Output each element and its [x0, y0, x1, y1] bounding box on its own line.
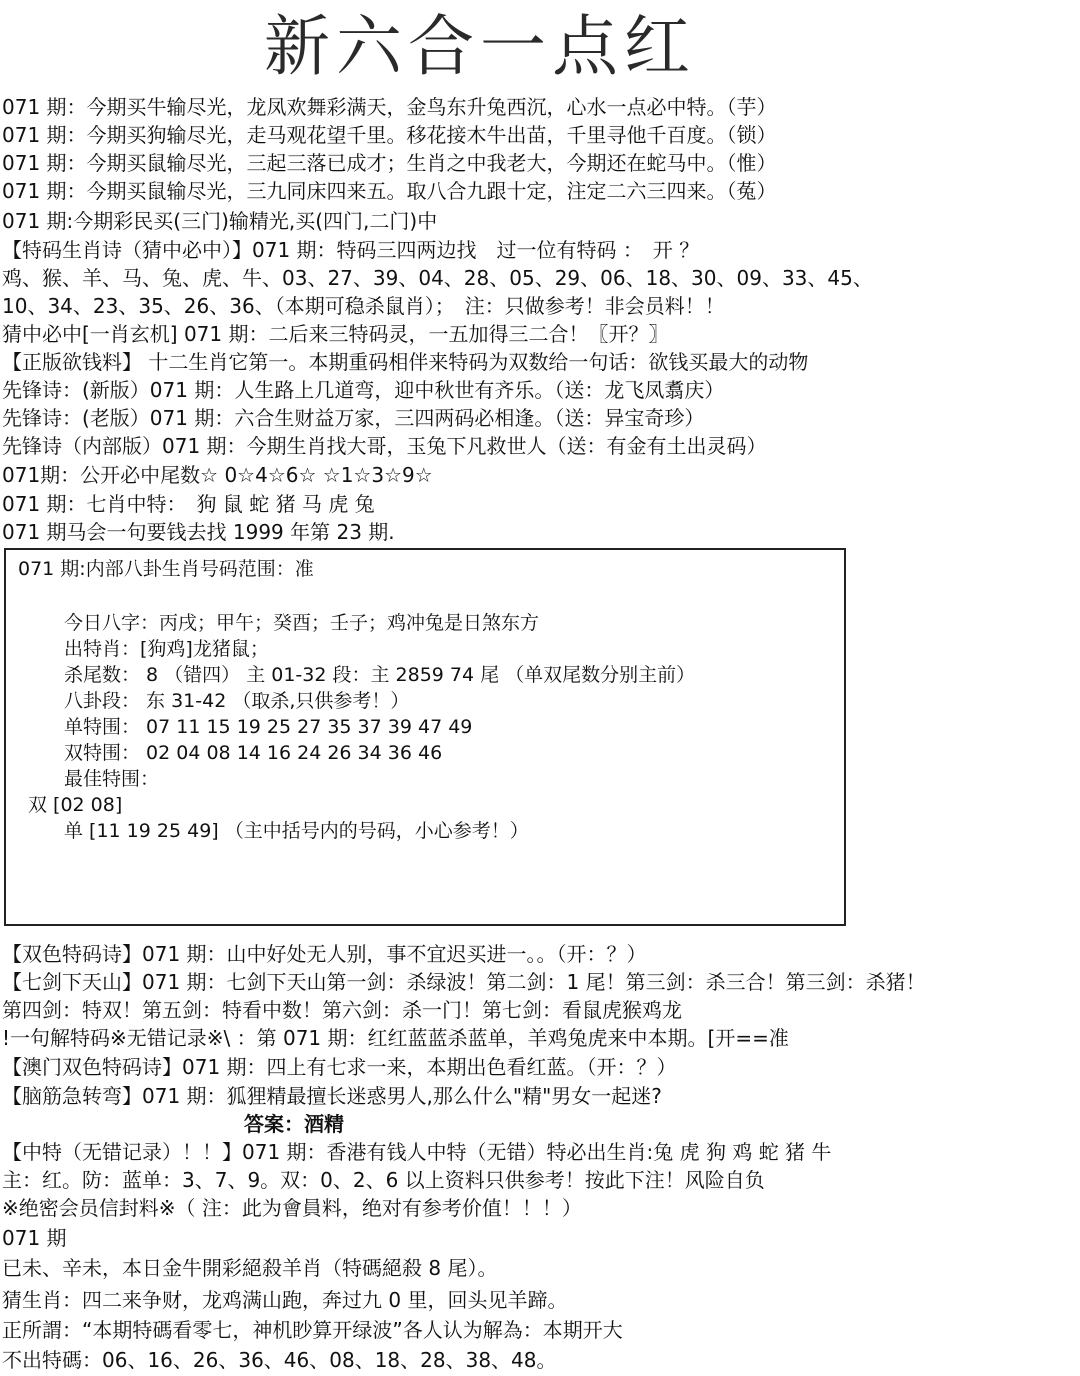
bagua-box [4, 548, 846, 926]
answer-text: 答案：酒精 [244, 1112, 344, 1136]
text-line: 正所謂：“本期特碼看零七，神机眇算开绿波”各人认为解為：本期开大 [2, 1318, 623, 1342]
text-line: 【七剑下天山】071 期：七剑下天山第一剑：杀绿波！第二剑：1 尾！第三剑：杀三合！第三剑：杀猪！ [2, 970, 926, 994]
text-line: 猜中必中[一肖玄机] 071 期：二后来三特码灵，一五加得三二合！〖开？〗 [2, 322, 669, 346]
text-line: 071 期 [2, 1226, 67, 1250]
box-line: 最佳特围： [64, 768, 160, 790]
box-line: 八卦段： 东 31-42 （取杀,只供参考！） [64, 690, 410, 712]
text-line: 071 期：今期买狗输尽光，走马观花望千里。移花接木牛出苗，千里寻他千百度。（锁） [2, 123, 777, 147]
text-line: 猜生肖：四二来争财，龙鸡满山跑，奔过九 0 里，回头见羊蹄。 [2, 1288, 568, 1312]
text-line: 071 期马会一句要钱去找 1999 年第 23 期. [2, 520, 395, 544]
text-line: 先锋诗（内部版）071 期：今期生肖找大哥，玉兔下凡救世人（送：有金有土出灵码） [2, 434, 767, 458]
text-line: 先锋诗：(新版）071 期：人生路上几道弯，迎中秋世有齐乐。（送：龙飞凤翥庆） [2, 378, 725, 402]
text-line: 071 期:今期彩民买(三门)输精光,买(四门,二门)中 [2, 209, 438, 233]
text-line: 071 期：今期买鼠输尽光，三九同床四来五。取八合九跟十定，注定二六三四来。（菟） [2, 179, 777, 203]
text-line: 鸡、猴、羊、马、兔、虎、牛、03、27、39、04、28、05、29、06、18、30、09、33、45、 [2, 266, 873, 290]
text-line: 【正版欲钱料】 十二生肖它第一。本期重码相伴来特码为双数给一句话：欲钱买最大的动物 [2, 350, 809, 374]
text-line: 先锋诗：(老版）071 期：六合生财益万家，三四两码必相逢。（送：异宝奇珍） [2, 406, 705, 430]
text-line: 已未、辛未，本日金牛開彩絕殺羊肖（特碼絕殺 8 尾）。 [2, 1256, 498, 1280]
box-header: 071 期:内部八卦生肖号码范围：准 [18, 558, 314, 580]
box-dan: 单 [11 19 25 49] （主中括号内的号码，小心参考！） [64, 820, 529, 842]
box-line: 双特围： 02 04 08 14 16 24 26 34 36 46 [64, 742, 443, 764]
text-line: 【特码生肖诗（猜中必中）】071 期：特码三四两边找 过一位有特码 ： 开 ？ [2, 238, 700, 262]
box-shuang: 双 [02 08] [28, 794, 123, 816]
box-line: 今日八字：丙戌；甲午；癸酉；壬子；鸡冲兔是日煞东方 [64, 612, 540, 634]
text-line: !一句解特码※无错记录※\ ：第 071 期：红红蓝蓝杀蓝单，羊鸡兔虎来中本期。[开==准 [2, 1026, 789, 1050]
box-line: 单特围： 07 11 15 19 25 27 35 37 39 47 49 [64, 716, 473, 738]
text-line: 071 期：今期买牛输尽光，龙凤欢舞彩满天，金鸟东升兔西沉，心水一点必中特。（芋） [2, 95, 777, 119]
page-title: 新六合一点红 [264, 8, 696, 85]
box-line: 出特肖：[狗鸡]龙猪鼠； [64, 638, 269, 660]
text-line: 【双色特码诗】071 期：山中好处无人别，事不宜迟买进一。。（开：？） [2, 942, 647, 966]
text-line: 【脑筋急转弯】071 期：狐狸精最擅长迷惑男人,那么什么"精"男女一起迷? [2, 1084, 662, 1108]
text-line: 071 期：今期买鼠输尽光，三起三落已成才；生肖之中我老大，今期还在蛇马中。（惟） [2, 151, 777, 175]
text-line: ※绝密会员信封料※（ 注：此为會員料，绝对有参考价值！！！） [2, 1196, 582, 1220]
text-line: 071 期：七肖中特： 狗 鼠 蛇 猪 马 虎 兔 [2, 492, 375, 516]
text-line: 主：红。防：蓝单：3、7、9。双：0、2、6 以上资料只供参考！按此下注！风险自负 [2, 1168, 765, 1192]
text-line: 第四剑：特双！第五剑：特看中数！第六剑：杀一门！第七剑：看鼠虎猴鸡龙 [2, 998, 682, 1022]
text-line: 不出特碼：06、16、26、36、46、08、18、28、38、48。 [2, 1348, 557, 1372]
text-line: 071期：公开必中尾数☆ 0☆4☆6☆ ☆1☆3☆9☆ [2, 463, 433, 487]
text-line: 10、34、23、35、26、36、（本期可稳杀鼠肖）； 注：只做参考！非会员料！！ [2, 294, 725, 318]
text-line: 【澳门双色特码诗】071 期：四上有七求一来，本期出色看红蓝。（开：？） [2, 1055, 677, 1079]
box-line: 杀尾数： 8 （错四） 主 01-32 段：主 2859 74 尾 （单双尾数分别主前） [64, 664, 696, 686]
text-line: 【中特（无错记录）！！】071 期：香港有钱人中特（无错）特必出生肖:兔 虎 狗 鸡 蛇 猪 牛 [2, 1140, 832, 1164]
